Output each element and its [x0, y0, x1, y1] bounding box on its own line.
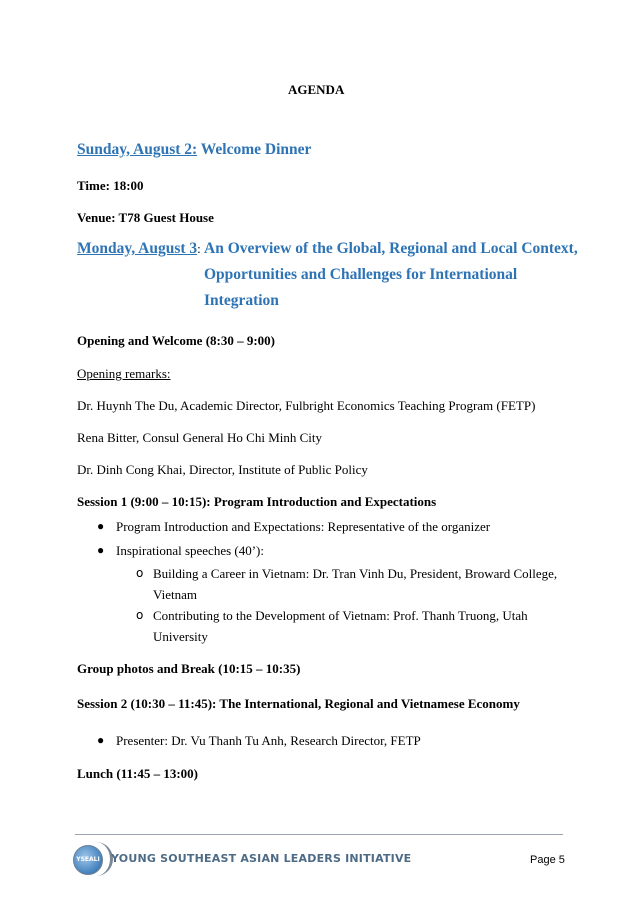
page-title: AGENDA: [288, 82, 345, 97]
circle-bullet-icon: o: [136, 566, 144, 580]
speaker-2: Rena Bitter, Consul General Ho Chi Minh City: [77, 430, 323, 445]
sunday-venue: Venue: T78 Guest House: [77, 210, 214, 225]
sub-bullet-1-line-2: Vietnam: [153, 587, 197, 602]
monday-colon: :: [197, 241, 201, 256]
bullet-icon: ●: [97, 733, 105, 747]
monday-topic-line-2: Opportunities and Challenges for International: [204, 266, 518, 283]
monday-date: Monday, August 3: [77, 240, 198, 257]
lunch-heading: Lunch (11:45 – 13:00): [77, 766, 198, 781]
sunday-time: Time: 18:00: [77, 178, 144, 193]
sunday-date: Sunday, August 2:: [77, 141, 198, 158]
circle-bullet-icon: o: [136, 608, 144, 622]
sub-bullet-2-line-1: Contributing to the Development of Vietnam: Prof. Thanh Truong, Utah: [153, 608, 528, 623]
bullet-icon: ●: [97, 519, 105, 533]
page-number: Page 5: [530, 854, 565, 866]
monday-topic-line-1: An Overview of the Global, Regional and Local Context,: [204, 240, 578, 257]
monday-topic-line-3: Integration: [204, 292, 279, 309]
speaker-3: Dr. Dinh Cong Khai, Director, Institute of Public Policy: [77, 462, 368, 477]
sub-bullet-2-line-2: University: [153, 629, 208, 644]
sunday-heading: [77, 141, 311, 159]
session1-bullet-2: Inspirational speeches (40’):: [116, 543, 265, 558]
sub-bullet-1-line-1: Building a Career in Vietnam: Dr. Tran Vinh Du, President, Broward College,: [153, 566, 558, 581]
session1-bullet-1: Program Introduction and Expectations: Representative of the organizer: [116, 519, 491, 534]
logo-text: YOUNG SOUTHEAST ASIAN LEADERS INITIATIVE: [111, 852, 412, 865]
sunday-event: Welcome Dinner: [197, 141, 312, 158]
speaker-1: Dr. Huynh The Du, Academic Director, Fulbright Economics Teaching Program (FETP): [77, 398, 536, 413]
opening-remarks-label: Opening remarks:: [77, 366, 171, 381]
bullet-icon: ●: [97, 543, 105, 557]
session1-heading: Session 1 (9:00 – 10:15): Program Introduction and Expectations: [77, 494, 437, 509]
monday-heading: [77, 240, 201, 258]
session2-heading: Session 2 (10:30 – 11:45): The International, Regional and Vietnamese Economy: [77, 696, 520, 711]
yseali-logo-icon: [73, 845, 103, 875]
footer-divider: [75, 834, 563, 835]
session2-bullet-1: Presenter: Dr. Vu Thanh Tu Anh, Research Director, FETP: [116, 733, 421, 748]
logo-badge-text: YSEALI: [76, 856, 100, 863]
break-heading: Group photos and Break (10:15 – 10:35): [77, 661, 301, 676]
opening-heading: Opening and Welcome (8:30 – 9:00): [77, 333, 276, 348]
